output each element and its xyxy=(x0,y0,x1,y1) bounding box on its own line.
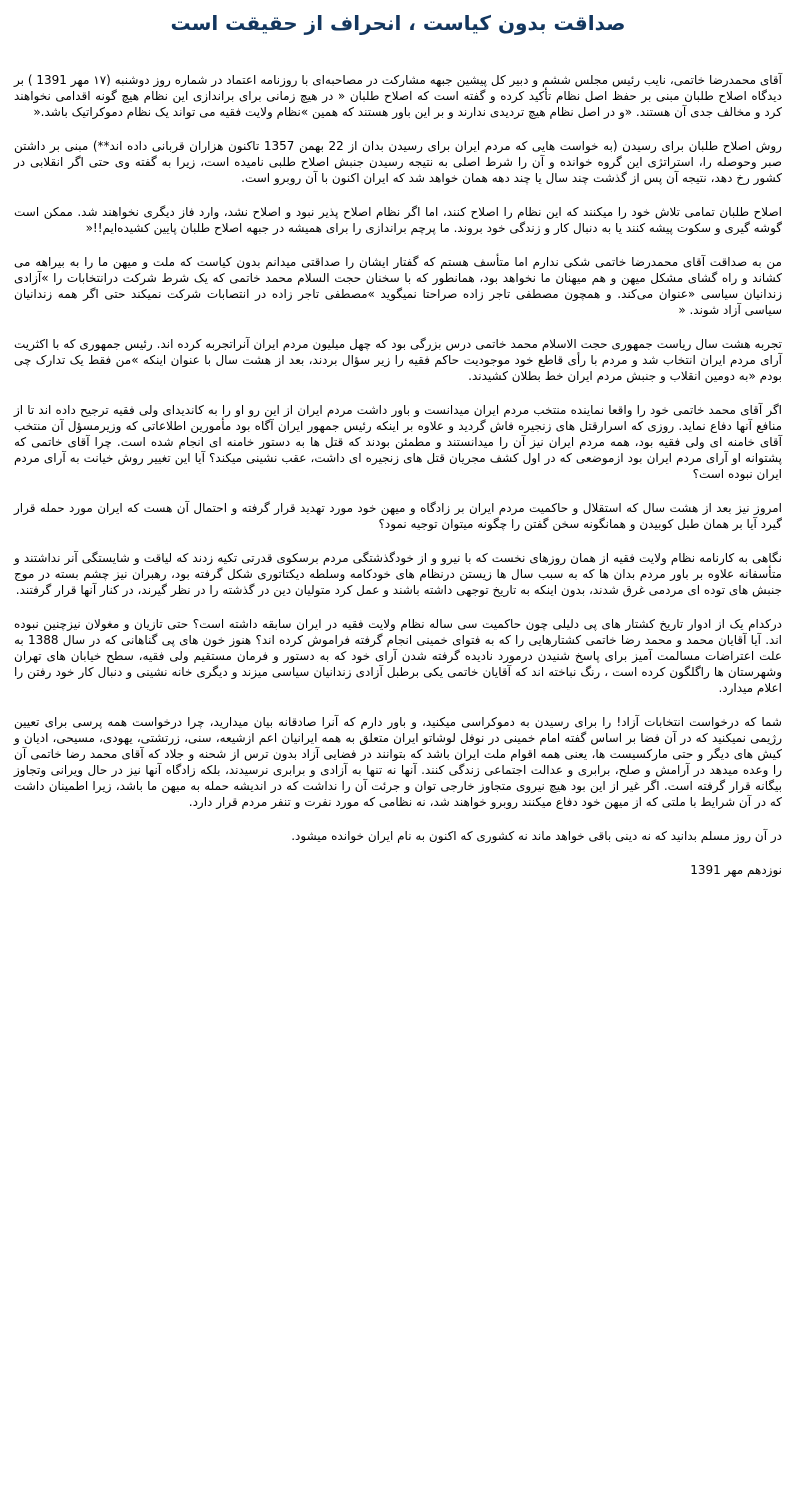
article-paragraph-9: درکدام یک از ادوار تاریخ کشتار های پی دلیلی چون حاکمیت سی ساله نظام ولایت فقیه در ایران سابقه داشته است؟ حتی تازیان و مغولان نیزچنین نبوده اند. آیا آقایان محمد و محمد رضا خاتمی کشتارهایی را که به فتوای خمینی انجام گرفته فراموش کرده اند؟ هنوز خون های پی گناهانی که در سال 1388 به علت اعتراضات مسالمت آمیز برای پاسخ شنیدن درمورد نادیده گرفته شدن آرای خود که به دستور و فرمان مستقیم ولی فقیه، سطح خیابان های تهران وشهرستان ها راگلگون کرده است ، رنگ نباخته اند که آقایان خاتمی یکی برطبل آزادی زندانیان سیاسی میزند و دیگری خانه نشینی و دنبال کار خود رفتن را اعلام میدارد. xyxy=(14,617,782,695)
article-paragraph-3: اصلاح طلبان تمامی تلاش خود را میکنند که این نظام را اصلاح کنند، اما اگر نظام اصلاح پذیر نبود و اصلاح نشد، وارد فاز دیگری نخواهند شد. ممکن است گوشه گیری و سکوت پیشه کنند یا به دنبال کار و زندگی خود بروند. ما پرچم براندازی را برای همیشه در جبهه اصلاح طلبان پایین کشیده‌ایم!!« xyxy=(14,205,782,235)
article-title: صداقت بدون کیاست ، انحراف از حقیقت است xyxy=(170,11,626,35)
article-body xyxy=(14,72,782,878)
article-paragraph-11: در آن روز مسلم بدانید که نه دینی باقی خواهد ماند نه کشوری که اکنون به نام ایران خوانده میشود. xyxy=(291,829,782,843)
article-paragraph-2: روش اصلاح طلبان برای رسیدن (به خواست هایی که مردم ایران برای رسیدن بدان از 22 بهمن 1357 تاکنون هزاران قربانی داده اند**) مبنی بر داشتن صبر وحوصله را، استراتژی این گروه خوانده و آن را شرط اصلی به نتیجه رسیدن جنبش اصلاح طلبی نامیده است، زیرا به گفته وی حتی اگر انقلابی در کشور رخ دهد، نتیجه آن پس از گذشت چند سال یا چند دهه همان خواهد شد که ایران اکنون با آن روبرو است. xyxy=(14,139,782,185)
article-paragraph-7: امروز نیز بعد از هشت سال که استقلال و حاکمیت مردم ایران بر زادگاه و میهن خود مورد تهدید قرار گرفته و احتمال آن هست که ایران مورد حمله قرار گیرد آیا بر همان طبل کوبیدن و همانگونه سخن گفتن را چگونه میتوان توجیه نمود؟ xyxy=(14,501,782,531)
article-date: نوزدهم مهر 1391 xyxy=(690,863,782,877)
article-paragraph-4: من به صداقت آقای محمدرضا خاتمی شکی ندارم اما متأسف هستم که گفتار ایشان را صداقتی میدانم بدون کیاست که ملت و میهن ما را به بیراهه می کشاند و راه گشای مشکل میهن و هم میهنان ما نخواهد بود، همانطور که با سخنان حجت السلام محمد خاتمی که یک شرط شرکت درانتخابات را »آزادی زندانیان سیاسی «عنوان می‌کند. و همچون مصطفی تاجر زاده صراحتا نمیگوید »مصطفی تاجر زاده در انتصابات شرکت نمیکند حتی اگر همه زندانیان سیاسی آزاد شوند. « xyxy=(14,255,782,317)
article-paragraph-1: آقای محمدرضا خاتمی، نایب رئیس مجلس ششم و دبیر کل پیشین جبهه مشارکت در مصاحبه‌ای با روزنامه اعتماد در شماره روز دوشنبه (۱۷ مهر 1391 ) بر دیدگاه اصلاح طلبان مبنی بر حفظ اصل نظام تأکید کرده و گفته است که اصلاح طلبان « در هیچ زمانی برای براندازی این نظام هیچ گونه اقدامی نخواهند کرد و مخالف جدی آن هستند. «و در اصل نظام هیچ تردیدی ندارند و بر این باور هستند که همین »نظام ولایت فقیه می تواند یک نظام دموکراتیک باشد.« xyxy=(14,73,782,119)
article-paragraph-6: اگر آقای محمد خاتمی خود را واقعا نماینده منتخب مردم ایران میدانست و باور داشت مردم ایران از این رو او را به کاندیدای ولی فقیه ترجیح داده اند تا از منافع آنها دفاع نماید. روزی که اسرارقتل های زنجیره فاش گردید و علاوه بر اینکه رئیس جمهور ایران آگاه بود مأمورین اطلاعاتی که وزیرمسؤل آن منتخب آقای خامنه ای ولی فقیه بود، همه مردم ایران نیز آن را میدانستند و مطمئن بودند که قتل ها به دستور خامنه ای انجام شده است. چرا آقای خاتمی که پشتوانه او آرای مردم ایران بود ازموضعی که در اول کشف مجریان قتل های زنجیره ای داشت، عقب نشینی میکند؟ آیا این تغییر روش خیانت به آرای مردم ایران نبوده است؟ xyxy=(14,403,782,481)
article-paragraph-8: نگاهی به کارنامه نظام ولایت فقیه از همان روزهای نخست که با نیرو و از خودگذشتگی مردم برسکوی قدرتی تکیه زدند که لیاقت و شایستگی آنر نداشتند و متأسفانه علاوه بر باور مردم بدان ها که به سبب سال ها زیستن درنظام های خودکامه وسلطه دیکتاتوری شکل گرفته بود، رهبران نیز چشم بسته در موج جنبش های توده ای مردمی غرق شدند، بدون اینکه به تاریخ توجهی داشته باشند و عمل کرد متولیان دین در گذشته را در نظر گیرند، در کنار آنها قرار گرفتند. xyxy=(14,551,782,597)
article-paragraph-5: تجربه هشت سال ریاست جمهوری حجت الاسلام محمد خاتمی درس بزرگی بود که چهل میلیون مردم ایران آنراتجربه کرده اند. رئیس جمهوری که با اکثریت آرای مردم ایران انتخاب شد و مردم با رأی قاطع خود موجودیت حاکم فقیه را زیر سؤال بردند، بعد از هشت سال با عنوان اینکه »من فقط یک تدارک چی بودم «به دومین انقلاب و جنبش مردم ایران خط بطلان کشیدند. xyxy=(14,337,782,383)
article-paragraph-10: شما که درخواست انتخابات آزاد! را برای رسیدن به دموکراسی میکنید، و باور دارم که آنرا صادقانه بیان میدارید، چرا درخواست همه پرسی برای تعیین رژیمی نمیکنید که در آن فضا بر اساس گفته امام خمینی در نوفل لوشاتو ایران متعلق به همه ایرانیان اعم ازشیعه، سنی، زرتشتی، یهودی، مسیحی، ادیان و کیش های دیگر و حتی مارکسیست ها، یعنی همه اقوام ملت ایران باشد که بتوانند در فضایی آزاد بدون ترس از شحنه و جلاد که آقای محمد رضا خاتمی آن را وعده میدهد در آرامش و صلح، برابری و عدالت اجتماعی زندگی کنند. آنها نه تنها به آزادی و برابری نرسیدند، بلکه زادگاه آنها نیز در حال ویرانی وتجاوز بیگانه قرار گرفته است. اگر غیر از این بود هیچ نیروی متجاوز خارجی توان و جرئت آن را نداشت که در اندیشه حمله به میهن ما باشد، زیرا اطمینان داشت که در آن شرایط با ملتی که از میهن خود دفاع میکنند روبرو خواهند شد، نه نظامی که مورد نفرت و تنفر مردم قرار دارد. xyxy=(14,715,782,809)
